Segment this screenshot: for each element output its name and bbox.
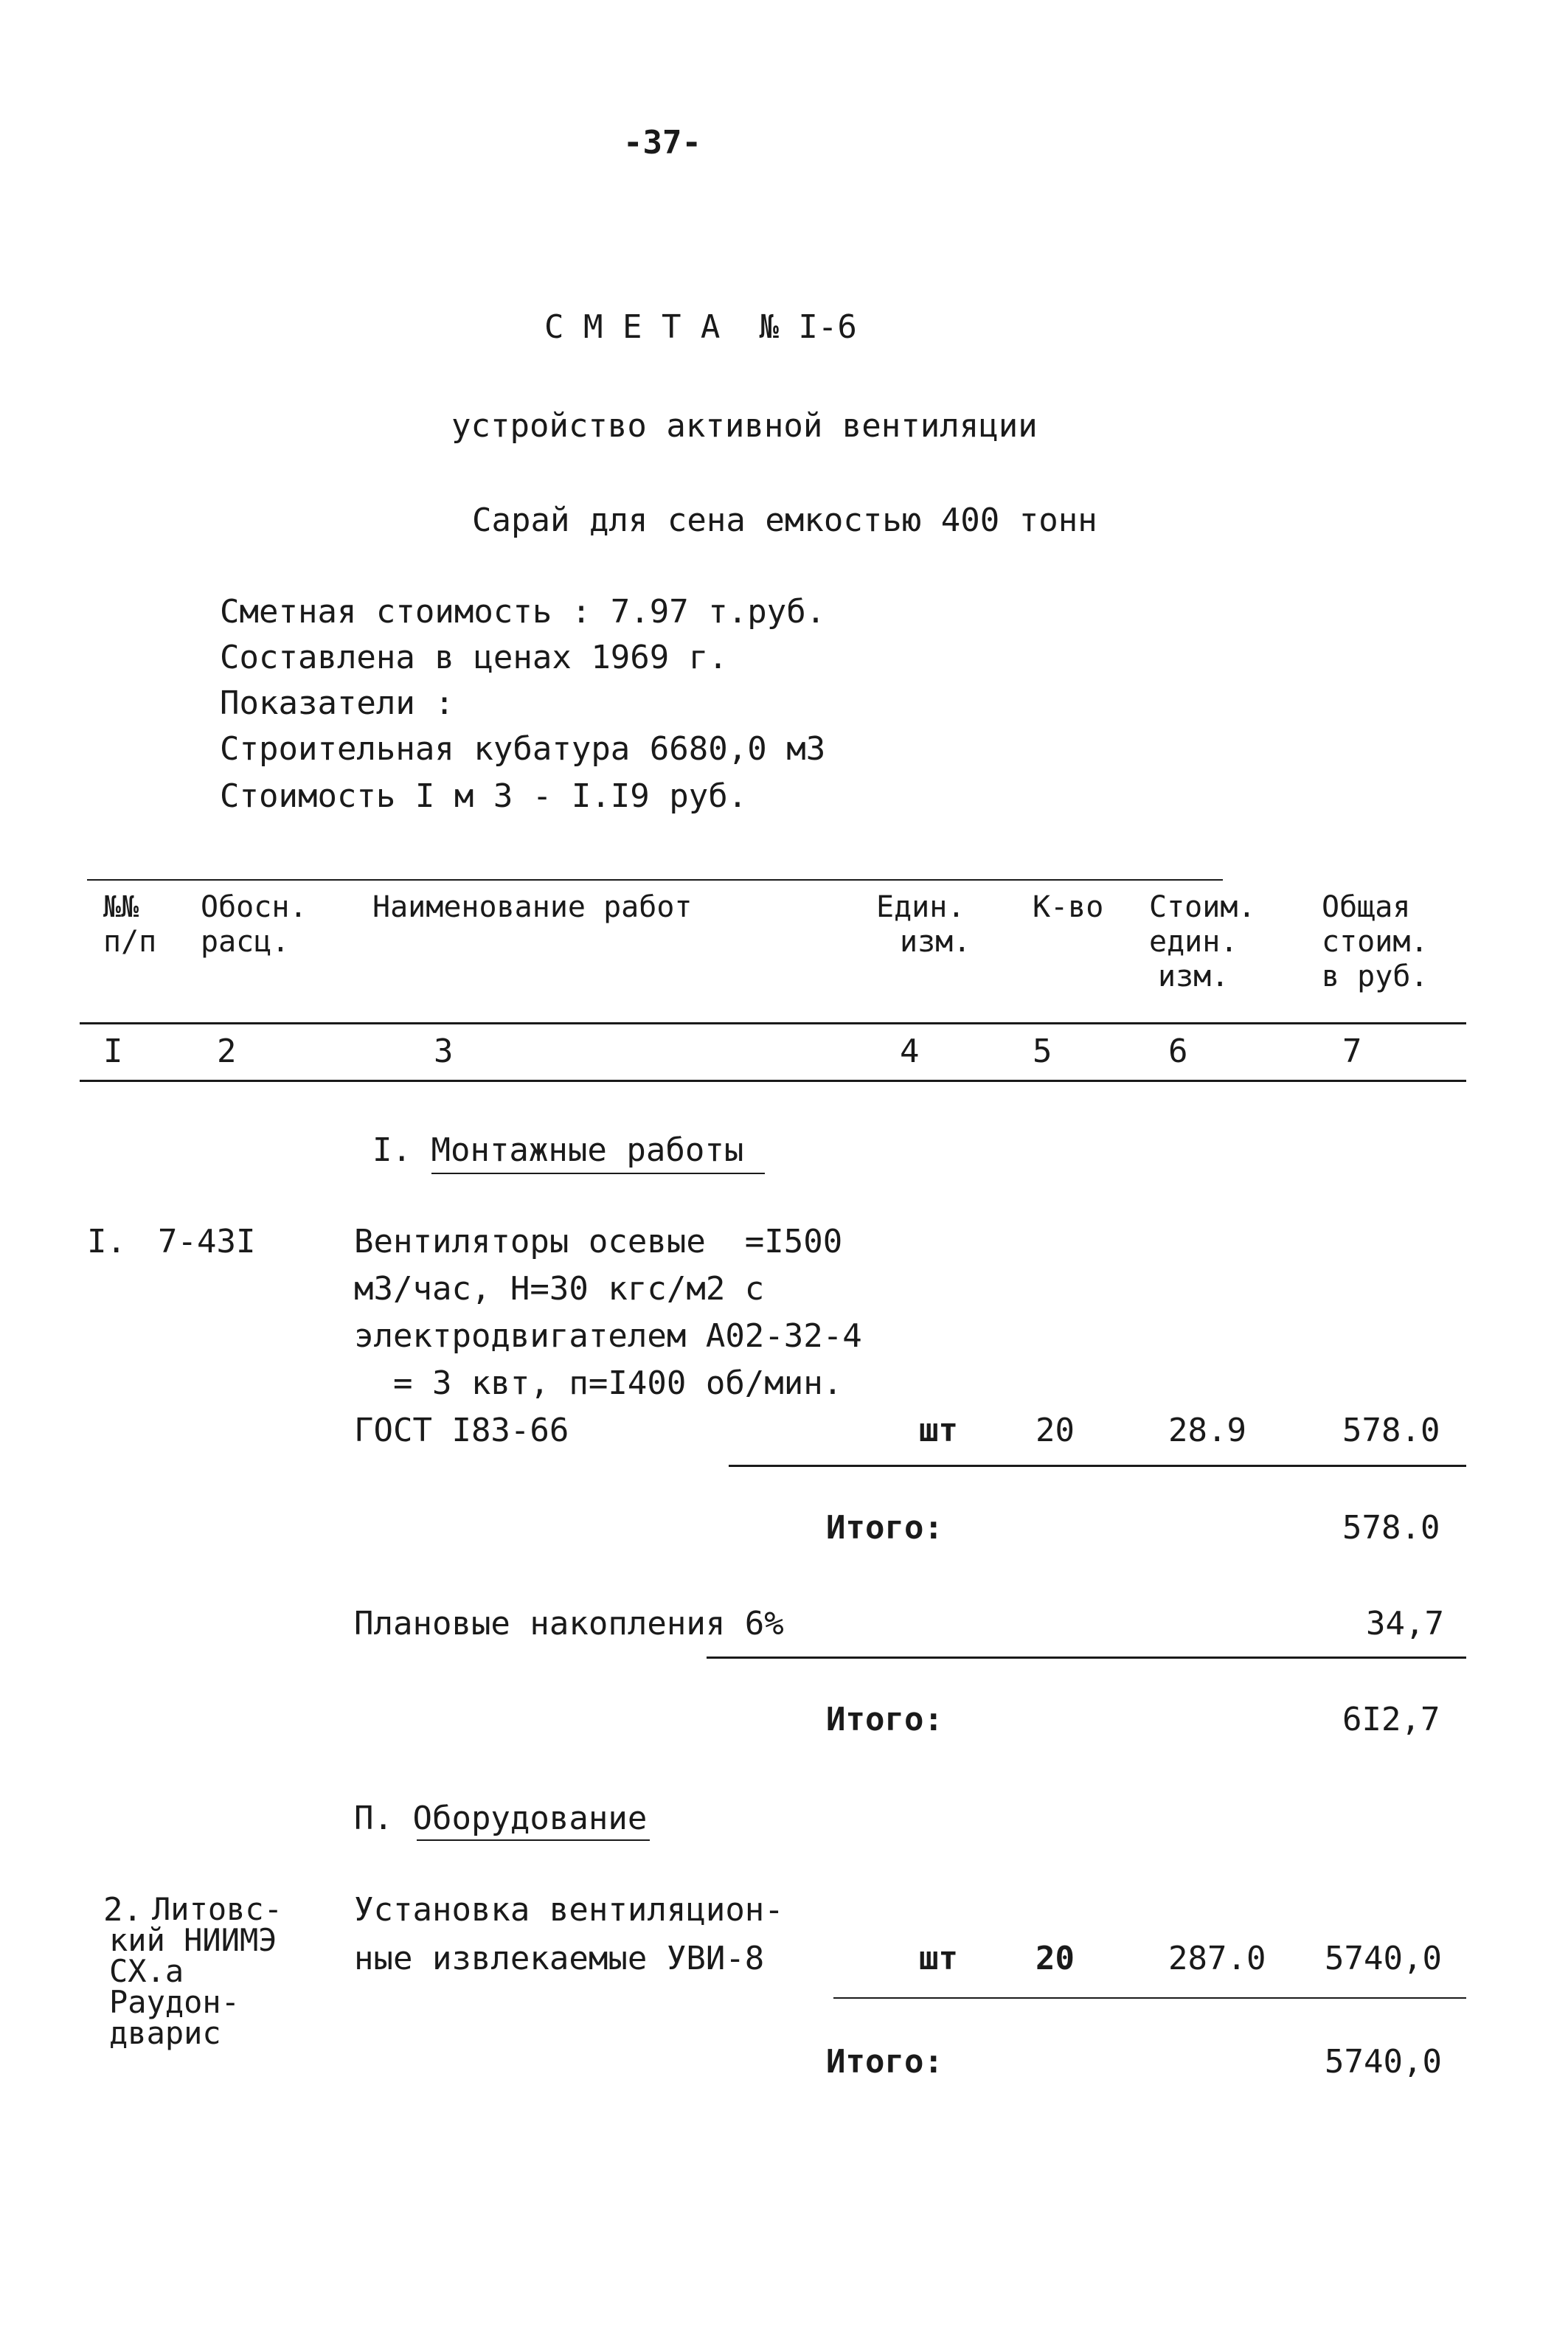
section2-item-unit-cost: 287.0 [1168, 1940, 1266, 1977]
section2-item-rule [833, 1997, 1466, 1999]
section2-total-label: Итого: [826, 2043, 943, 2081]
info-volume: Строительная кубатура 6680,0 м3 [220, 730, 826, 768]
section1-item-unit-cost: 28.9 [1168, 1412, 1246, 1449]
section1-accum-rule [707, 1657, 1466, 1659]
column-numbers-rule [80, 1080, 1466, 1082]
section2-item-num: 2. [103, 1891, 142, 1929]
section1-accum-label: Плановые накопления 6% [354, 1605, 784, 1642]
section1-item-desc-5: ГОСТ I83-66 [354, 1412, 569, 1449]
header-unit-cost-2: един. [1149, 925, 1238, 959]
section1-subtotal-value: 578.0 [1342, 1509, 1440, 1547]
info-indicators-label: Показатели : [220, 684, 454, 722]
section1-total-value: 6I2,7 [1342, 1701, 1440, 1738]
header-total-1: Общая [1322, 890, 1411, 924]
header-num-2: п/п [103, 925, 157, 959]
colnum-6: 6 [1168, 1033, 1188, 1070]
header-unit-cost-3: изм. [1158, 960, 1229, 993]
info-cost: Сметная стоимость : 7.97 т.руб. [220, 593, 826, 631]
section1-accum-value: 34,7 [1366, 1605, 1444, 1642]
header-rule [80, 1022, 1466, 1024]
section2-title-text: П. Оборудование [354, 1800, 648, 1837]
header-unit-1: Един. [876, 890, 965, 924]
page-number: -37- [623, 124, 701, 162]
header-unit-cost-1: Стоим. [1149, 890, 1256, 924]
colnum-4: 4 [900, 1033, 920, 1070]
header-basis-2: расц. [201, 925, 290, 959]
estimate-subtitle: устройство активной вентиляции [451, 407, 1038, 445]
section1-item-total: 578.0 [1342, 1412, 1440, 1449]
section1-item-unit: шт [919, 1412, 958, 1449]
colnum-1: I [103, 1033, 123, 1070]
section1-item-qty: 20 [1035, 1412, 1075, 1449]
colnum-2: 2 [217, 1033, 237, 1070]
section2-title [354, 1800, 648, 1837]
header-total-2: стоим. [1322, 925, 1429, 959]
colnum-3: 3 [434, 1033, 454, 1070]
colnum-7: 7 [1342, 1033, 1362, 1070]
section2-item-basis-2: кий НИИМЭ [109, 1922, 277, 1958]
section2-item-basis-3: СХ.а [109, 1953, 184, 1989]
section2-item-qty: 20 [1035, 1940, 1075, 1977]
header-unit-2: изм. [900, 925, 971, 959]
section2-item-basis-1: Литовс- [152, 1891, 283, 1927]
section2-item-desc-2: ные извлекаемые УВИ-8 [354, 1940, 765, 1977]
header-num-1: №№ [103, 890, 139, 924]
info-unit-cost: Стоимость I м 3 - I.I9 руб. [220, 777, 748, 815]
header-qty: К-во [1033, 890, 1104, 924]
estimate-title: С М Е Т А № I-6 [544, 308, 857, 346]
section1-item-num: I. [87, 1223, 126, 1260]
section2-item-unit: шт [919, 1940, 958, 1977]
section1-item-basis: 7-43I [158, 1223, 256, 1260]
header-basis-1: Обосн. [201, 890, 308, 924]
section1-item-desc-4: = 3 квт, п=I400 об/мин. [354, 1364, 843, 1402]
table-top-rule [87, 879, 1223, 881]
section2-item-basis-4: Раудон- [109, 1984, 240, 2020]
colnum-5: 5 [1033, 1033, 1052, 1070]
section2-total-value: 5740,0 [1325, 2043, 1442, 2081]
section2-item-basis-5: дварис [109, 2015, 221, 2051]
section1-title [372, 1131, 744, 1169]
info-prices-year: Составлена в ценах 1969 г. [220, 639, 728, 676]
section1-subtotal-label: Итого: [826, 1509, 943, 1547]
section1-title-underline [431, 1173, 765, 1174]
section2-item-desc-1: Установка вентиляцион- [354, 1891, 784, 1929]
section1-item-rule [729, 1465, 1466, 1467]
section2-item-total: 5740,0 [1325, 1940, 1442, 1977]
section2-title-underline [417, 1839, 650, 1841]
object-name: Сарай для сена емкостью 400 тонн [472, 502, 1097, 539]
section1-title-text: I. Монтажные работы [372, 1131, 744, 1169]
section1-item-desc-2: м3/час, Н=30 кгс/м2 с [354, 1270, 765, 1308]
section1-total-label: Итого: [826, 1701, 943, 1738]
section1-item-desc-3: электродвигателем А02-32-4 [354, 1317, 862, 1355]
section1-item-desc-1: Вентиляторы осевые =I500 [354, 1223, 843, 1260]
header-total-3: в руб. [1322, 960, 1429, 993]
header-name: Наименование работ [372, 890, 693, 924]
